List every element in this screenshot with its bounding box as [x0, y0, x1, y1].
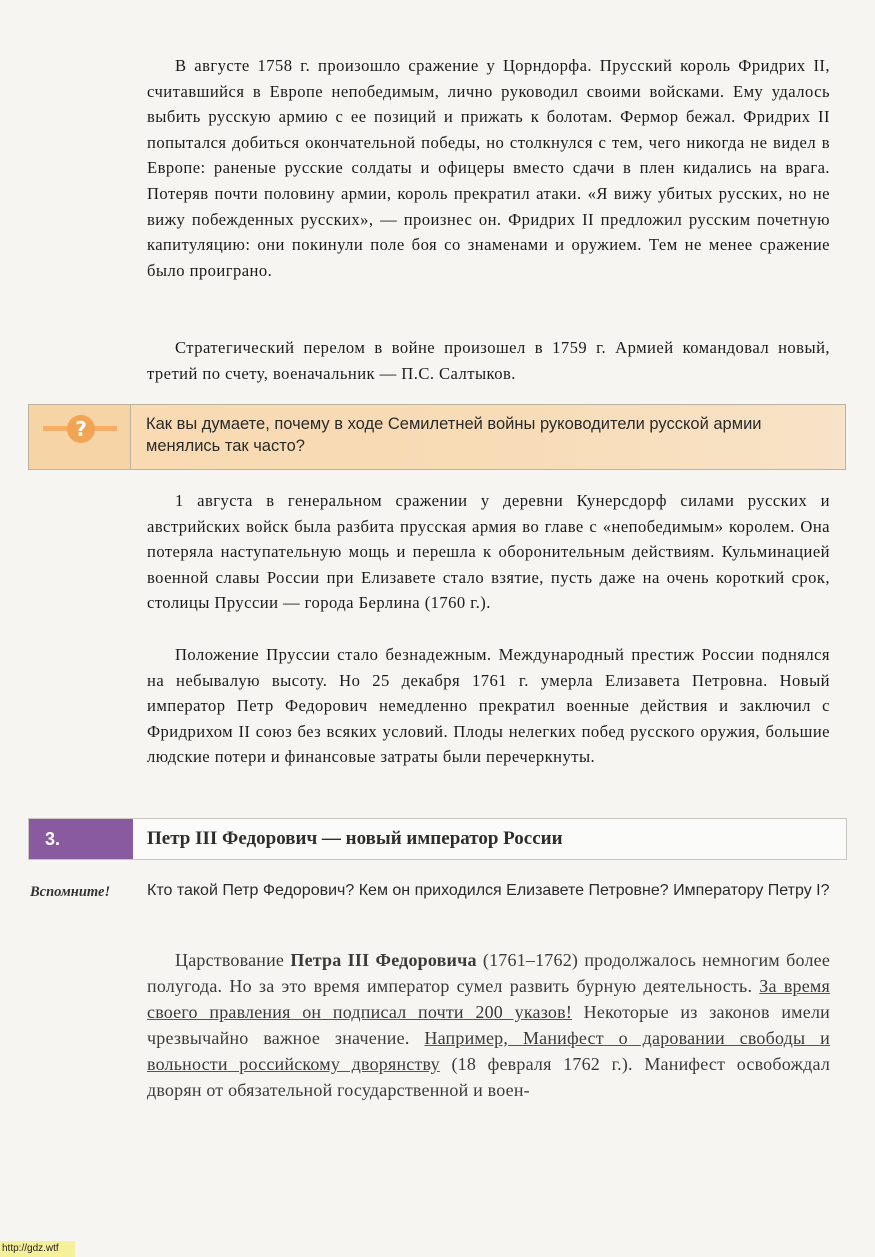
peter-lead: Царствование: [175, 950, 291, 970]
section-number: 3.: [29, 819, 133, 859]
question-box: [28, 404, 846, 470]
paragraph-zorndorf: В августе 1758 г. произошло сражение у Цорндорфа. Прусский король Фридрих II, считавшийся в Европе непобедимым, лично руководил своими войсками. Ему удалось выбить русскую армию с ее позиций и прижать к болотам. Фермор бежал. Фридрих II попытался добиться окончательной победы, но столкнулся с тем, чего никогда не видел в Европе: раненые русские солдаты и офицеры вместо сдачи в плен кидались на врага. Потеряв почти половину армии, король прекратил атаки. «Я вижу убитых русских, но не вижу побежденных русских», — произнес он. Фридрих II предложил русским почетную капитуляцию: они покинули поле боя со знаменами и оружием. Тем не менее сражение было проиграно.: [147, 56, 830, 280]
section-title: Петр III Федорович — новый император России: [147, 828, 563, 849]
underlined-decrees: За время своего правления он подписал почти 200 указов!: [147, 976, 831, 1022]
paragraph-peter-iii: [147, 947, 830, 1103]
paragraph-kunersdorf: 1 августа в генеральном сражении у деревни Кунерсдорф силами русских и австрийских войск была разбита прусская армия во главе с «непобедимым» королем. Она потеряла наступательную мощь и перешла к оборонительным действиям. Кульминацией военной славы России при Елизавете стало взятие, пусть даже на очень короткий срок, столицы Пруссии — города Берлина (1760 г.).: [147, 491, 830, 613]
question-text: Как вы думаете, почему в ходе Семилетней войны руководители русской армии менялись так часто?: [146, 415, 762, 455]
paragraph-saltykov: Стратегический перелом в войне произошел в 1759 г. Армией командовал новый, третий по счету, военачальник — П.С. Салтыков.: [147, 338, 830, 383]
question-mark-icon: ?: [67, 415, 95, 443]
peter-name-bold: Петра III Федоровича: [290, 950, 477, 970]
underlined-manifesto: Например, Манифест о даровании свободы и вольности российскому дворянству: [147, 1028, 830, 1074]
recall-text: Кто такой Петр Федорович? Кем он приходился Елизавете Петровне? Императору Петру I?: [147, 882, 830, 899]
peter-rest-1: (1761–1762) продолжалось немногим более полугода. Но за это время император сумел развить бурную деятельность.: [147, 950, 831, 996]
paragraph-prussia: Положение Пруссии стало безнадежным. Международный престиж России поднялся на небывалую высоту. Но 25 декабря 1761 г. умерла Елизавета Петровна. Новый император Петр Федорович немедленно прекратил военные действия и заключил с Фридрихом II союз без всяких условий. Плоды нелегких побед русского оружия, большие людские потери и финансовые затраты были перечеркнуты.: [147, 645, 830, 767]
section-header: [28, 818, 847, 860]
peter-rest-2: Некоторые из законов имели чрезвычайно важное значение.: [147, 1002, 830, 1048]
recall-label: Вспомните!: [30, 884, 111, 900]
question-icon-area: [29, 405, 131, 469]
peter-rest-3: (18 февраля 1762 г.). Манифест освобождал дворян от обязательной государственной и воен-: [147, 1054, 830, 1100]
footer-watermark-link[interactable]: http://gdz.wtf: [0, 1241, 75, 1257]
